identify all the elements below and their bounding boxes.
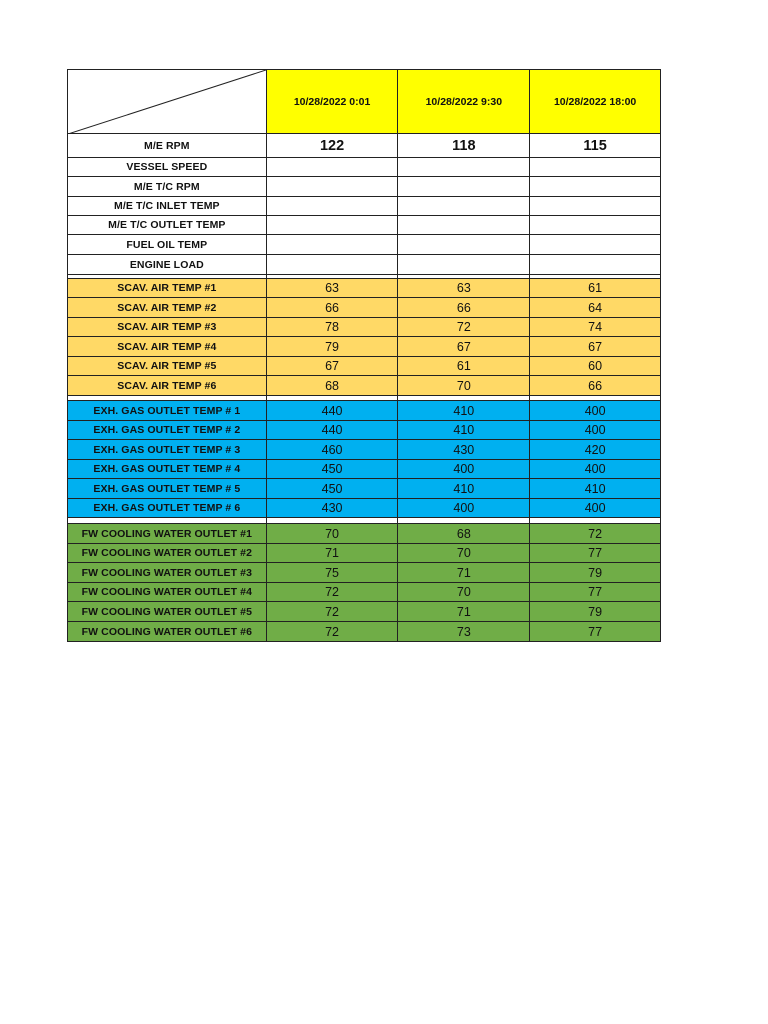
data-cell[interactable]: 400 [529, 499, 661, 518]
row-label[interactable]: FW COOLING WATER OUTLET #1 [67, 524, 266, 544]
data-cell[interactable] [529, 197, 661, 216]
header-date-1[interactable]: 10/28/2022 0:01 [266, 69, 398, 134]
data-cell[interactable] [266, 216, 398, 235]
data-cell[interactable]: 70 [397, 544, 529, 563]
data-cell[interactable]: 410 [397, 421, 529, 440]
data-cell[interactable]: 72 [397, 318, 529, 337]
table-row-fw-2 [67, 544, 661, 563]
data-cell[interactable]: 70 [397, 376, 529, 396]
row-label[interactable]: EXH. GAS OUTLET TEMP # 5 [67, 479, 266, 499]
data-cell[interactable]: 71 [397, 563, 529, 583]
data-cell[interactable] [397, 177, 529, 197]
row-label[interactable]: ENGINE LOAD [67, 255, 266, 275]
table-row-exh-3 [67, 440, 661, 460]
table-row-fw-4 [67, 583, 661, 602]
data-cell[interactable]: 63 [397, 279, 529, 298]
data-cell[interactable] [266, 177, 398, 197]
data-cell[interactable]: 410 [529, 479, 661, 499]
table-row-scav-2 [67, 298, 661, 318]
data-cell[interactable] [266, 235, 398, 255]
data-cell[interactable]: 400 [397, 499, 529, 518]
table-row-exh-4 [67, 460, 661, 479]
data-cell[interactable]: 78 [266, 318, 398, 337]
row-label[interactable]: EXH. GAS OUTLET TEMP # 2 [67, 421, 266, 440]
data-cell[interactable]: 77 [529, 583, 661, 602]
data-cell[interactable]: 115 [529, 134, 661, 158]
table-row-fw-1 [67, 524, 661, 544]
row-label[interactable]: FW COOLING WATER OUTLET #2 [67, 544, 266, 563]
table-row-engine-load [67, 255, 661, 275]
data-cell[interactable]: 440 [266, 421, 398, 440]
data-cell[interactable]: 430 [266, 499, 398, 518]
row-label[interactable]: EXH. GAS OUTLET TEMP # 1 [67, 401, 266, 421]
diagonal-line [68, 70, 266, 134]
header-date-2[interactable]: 10/28/2022 9:30 [397, 69, 529, 134]
data-cell[interactable]: 67 [529, 337, 661, 357]
data-cell[interactable]: 420 [529, 440, 661, 460]
data-cell[interactable]: 79 [266, 337, 398, 357]
data-cell[interactable] [266, 255, 398, 275]
data-cell[interactable] [529, 235, 661, 255]
data-cell[interactable]: 440 [266, 401, 398, 421]
row-label[interactable]: SCAV. AIR TEMP #3 [67, 318, 266, 337]
header-row [67, 69, 661, 134]
data-cell[interactable]: 77 [529, 544, 661, 563]
corner-cell[interactable] [67, 69, 266, 134]
row-label[interactable]: SCAV. AIR TEMP #5 [67, 357, 266, 376]
data-cell[interactable]: 400 [397, 460, 529, 479]
data-cell[interactable]: 68 [397, 524, 529, 544]
table-row-fw-3 [67, 563, 661, 583]
data-cell[interactable]: 66 [529, 376, 661, 396]
data-cell[interactable] [529, 177, 661, 197]
data-cell[interactable]: 410 [397, 401, 529, 421]
data-cell[interactable]: 71 [266, 544, 398, 563]
table-row-scav-5 [67, 357, 661, 376]
table-row-fw-6 [67, 622, 661, 642]
row-label[interactable]: EXH. GAS OUTLET TEMP # 6 [67, 499, 266, 518]
data-cell[interactable] [529, 255, 661, 275]
data-cell[interactable]: 75 [266, 563, 398, 583]
row-label[interactable]: FW COOLING WATER OUTLET #6 [67, 622, 266, 642]
data-cell[interactable]: 70 [266, 524, 398, 544]
header-date-3[interactable]: 10/28/2022 18:00 [529, 69, 661, 134]
data-cell[interactable]: 63 [266, 279, 398, 298]
table-row-scav-6 [67, 376, 661, 396]
data-cell[interactable] [397, 158, 529, 177]
data-cell[interactable] [529, 216, 661, 235]
table-row-exh-2 [67, 421, 661, 440]
data-cell[interactable]: 450 [266, 460, 398, 479]
row-label[interactable]: M/E T/C OUTLET TEMP [67, 216, 266, 235]
data-cell[interactable]: 72 [266, 583, 398, 602]
row-label[interactable]: EXH. GAS OUTLET TEMP # 4 [67, 460, 266, 479]
table-row-vessel-speed [67, 158, 661, 177]
table-row-fw-5 [67, 602, 661, 622]
table-row-fuel-oil-temp [67, 235, 661, 255]
data-cell[interactable]: 61 [529, 279, 661, 298]
data-cell[interactable]: 79 [529, 563, 661, 583]
row-label[interactable]: EXH. GAS OUTLET TEMP # 3 [67, 440, 266, 460]
data-cell[interactable]: 118 [397, 134, 529, 158]
data-cell[interactable] [397, 197, 529, 216]
data-cell[interactable]: 66 [397, 298, 529, 318]
data-cell[interactable]: 400 [529, 421, 661, 440]
data-cell[interactable]: 410 [397, 479, 529, 499]
table-row-tc-outlet-temp [67, 216, 661, 235]
data-cell[interactable]: 73 [397, 622, 529, 642]
row-label[interactable]: SCAV. AIR TEMP #4 [67, 337, 266, 357]
row-label[interactable]: FW COOLING WATER OUTLET #3 [67, 563, 266, 583]
table-row-scav-3 [67, 318, 661, 337]
row-label[interactable]: FW COOLING WATER OUTLET #4 [67, 583, 266, 602]
table-row-exh-6 [67, 499, 661, 518]
table-row-tc-inlet-temp [67, 197, 661, 216]
table-row-exh-1 [67, 401, 661, 421]
row-label[interactable]: FW COOLING WATER OUTLET #5 [67, 602, 266, 622]
table-row-scav-1 [67, 279, 661, 298]
row-label[interactable]: VESSEL SPEED [67, 158, 266, 177]
data-cell[interactable] [529, 158, 661, 177]
row-label[interactable]: SCAV. AIR TEMP #2 [67, 298, 266, 318]
data-cell[interactable]: 450 [266, 479, 398, 499]
data-cell[interactable] [266, 158, 398, 177]
data-cell[interactable]: 67 [397, 337, 529, 357]
data-cell[interactable] [397, 216, 529, 235]
data-cell[interactable]: 61 [397, 357, 529, 376]
data-cell[interactable]: 400 [529, 460, 661, 479]
data-cell[interactable]: 67 [266, 357, 398, 376]
data-cell[interactable]: 64 [529, 298, 661, 318]
data-cell[interactable]: 460 [266, 440, 398, 460]
data-cell[interactable]: 66 [266, 298, 398, 318]
data-cell[interactable] [266, 197, 398, 216]
data-cell[interactable]: 72 [266, 622, 398, 642]
data-cell[interactable]: 79 [529, 602, 661, 622]
table-row-exh-5 [67, 479, 661, 499]
data-cell[interactable]: 71 [397, 602, 529, 622]
row-label[interactable]: FUEL OIL TEMP [67, 235, 266, 255]
engine-data-sheet [67, 69, 661, 644]
data-cell[interactable]: 400 [529, 401, 661, 421]
row-label[interactable]: M/E T/C INLET TEMP [67, 197, 266, 216]
data-cell[interactable]: 72 [266, 602, 398, 622]
data-cell[interactable]: 122 [266, 134, 398, 158]
data-cell[interactable]: 70 [397, 583, 529, 602]
row-label[interactable]: SCAV. AIR TEMP #1 [67, 279, 266, 298]
table-row-scav-4 [67, 337, 661, 357]
data-cell[interactable]: 60 [529, 357, 661, 376]
data-cell[interactable]: 77 [529, 622, 661, 642]
data-cell[interactable]: 68 [266, 376, 398, 396]
data-cell[interactable] [397, 255, 529, 275]
row-label[interactable]: M/E RPM [67, 134, 266, 158]
row-label[interactable]: M/E T/C RPM [67, 177, 266, 197]
table-row-tc-rpm [67, 177, 661, 197]
data-cell[interactable]: 430 [397, 440, 529, 460]
row-label[interactable]: SCAV. AIR TEMP #6 [67, 376, 266, 396]
data-cell[interactable]: 72 [529, 524, 661, 544]
table-row-me-rpm [67, 134, 661, 158]
data-cell[interactable] [397, 235, 529, 255]
data-cell[interactable]: 74 [529, 318, 661, 337]
